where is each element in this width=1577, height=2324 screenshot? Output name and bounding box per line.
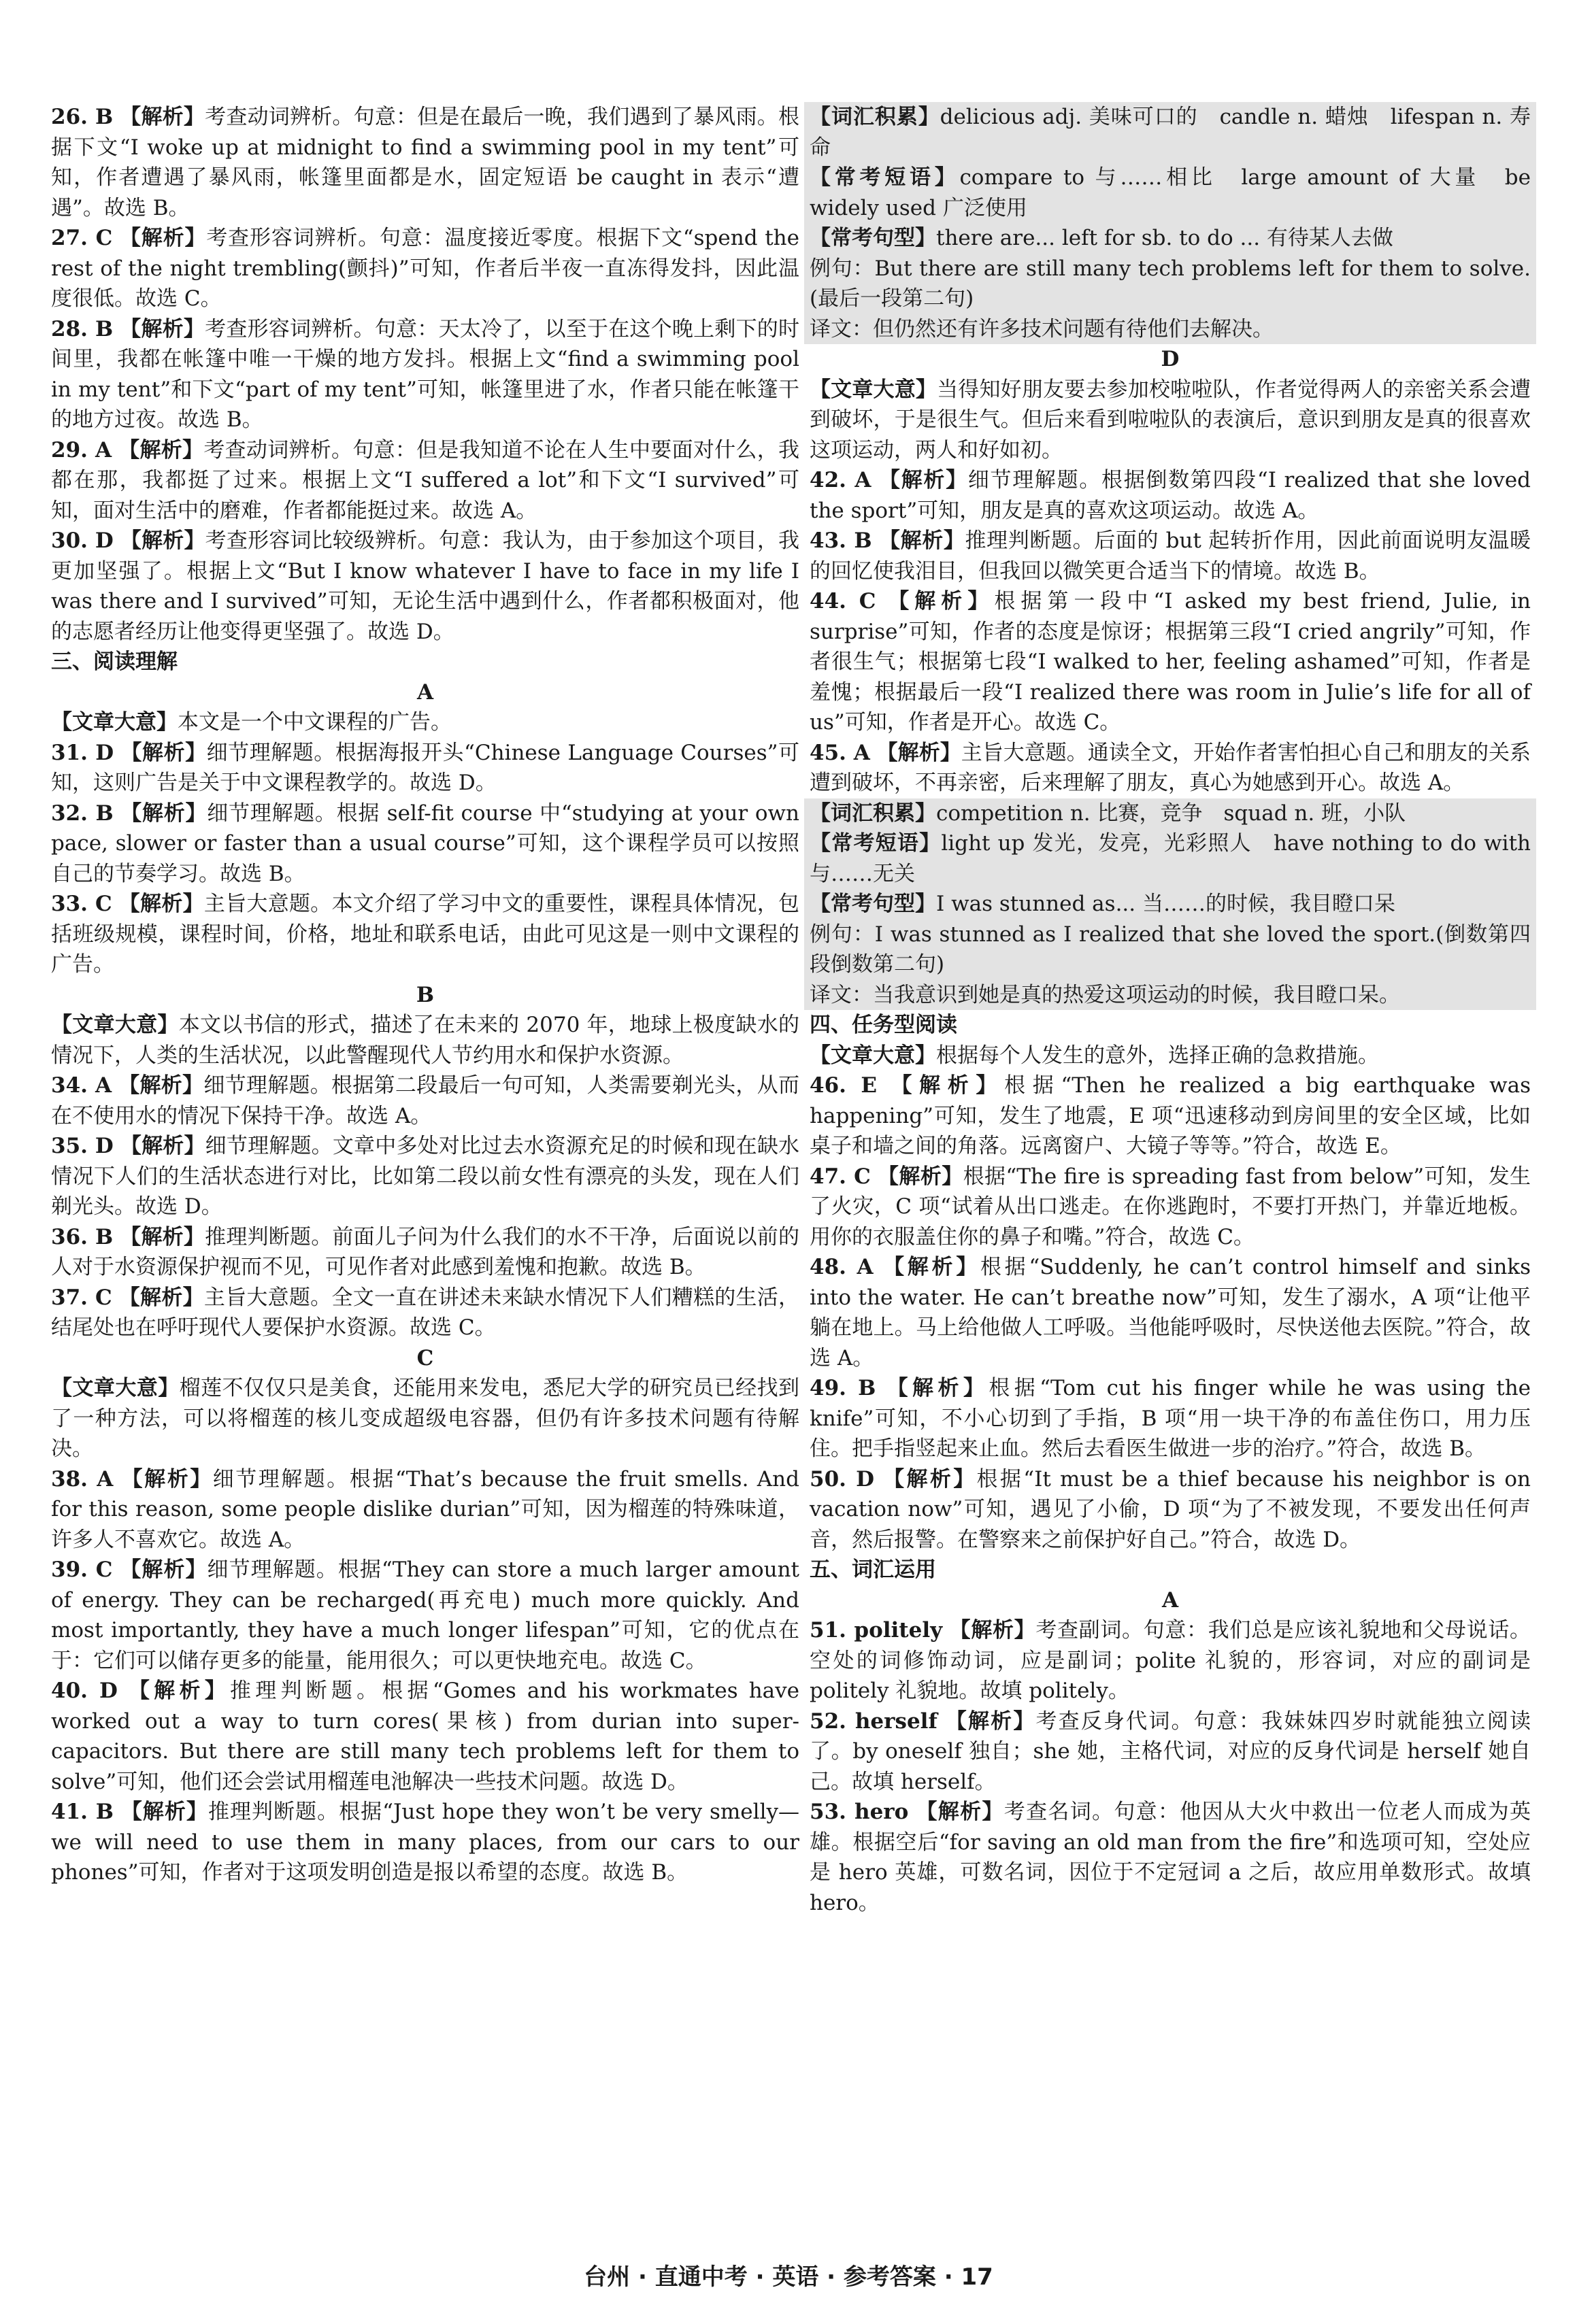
question-number: 31. D	[51, 740, 114, 765]
question-number: 53. hero	[810, 1800, 909, 1824]
question-number: 37. C	[51, 1285, 112, 1310]
explanation-text: 主旨大意题。全文一直在讲述未来缺水情况下人们糟糕的生活，结尾处也在呼吁现代人要保护水资源。故选 C。	[51, 1285, 800, 1340]
explanation-text: there are... left for sb. to do ... 有待某人去做	[936, 226, 1393, 250]
explanation-text: 细节理解题。文章中多处对比过去水资源充足的时候和现在缺水情况下人们的生活状态进行对比，比如第二段以前女性有漂亮的头发，现在人们剃光头。故选 D。	[51, 1134, 800, 1219]
explanation-text: 考查反身代词。句意：我妹妹四岁时就能独立阅读了。by oneself 独自；she 她，主格代词，对应的反身代词是 herself 她自己。故填 herself。	[810, 1708, 1531, 1794]
question-number: 48. A	[810, 1255, 874, 1279]
section-tag: 【解析】	[120, 316, 205, 341]
section-tag: 【解析】	[118, 892, 204, 916]
answer-item	[51, 102, 799, 223]
explanation-text: 细节理解题。根据 self-fit course 中“studying at your own pace, slower or faster than a usual course”可知，这个课程学员可以按照自己的节奏学习。故选 B。	[51, 801, 799, 886]
explanation-text: 细节理解题。根据倒数第四段“I realized that she loved the sport”可知，朋友是真的喜欢这项运动。故选 A。	[810, 468, 1531, 523]
explanation-text: delicious adj. 美味可口的 candle n. 蜡烛 lifespan n. 寿命	[810, 105, 1531, 160]
question-number: 45. A	[810, 740, 870, 765]
section-tag: 【常考句型】	[810, 892, 936, 916]
answer-item	[51, 798, 799, 890]
explanation-text: 考查名词。句意：他因从大火中救出一位老人而成为英雄。根据空后“for saving an old man from the fire”和选项可知，空处应是 hero 英雄，可数名词，因位于不定冠词 a 之后，故应用单数形式。故填 hero。	[810, 1800, 1531, 1915]
answer-item	[810, 526, 1531, 586]
explanation-text: 考查副词。句意：我们总是应该礼貌地和父母说话。空处的词修饰动词，应是副词；polite 礼貌的，形容词，对应的副词是 politely 礼貌地。故填 politely。	[810, 1618, 1531, 1703]
question-number: 41. B	[51, 1800, 114, 1824]
note-paragraph	[810, 889, 1531, 920]
section-tag: 【常考短语】	[810, 831, 942, 856]
explanation-text: 细节理解题。根据海报开头“Chinese Language Courses”可知，这则广告是关于中文课程教学的。故选 D。	[51, 740, 800, 795]
answer-item	[810, 586, 1531, 738]
question-number: 30. D	[51, 528, 114, 553]
passage-letter: D	[1161, 347, 1180, 371]
question-number: 36. B	[51, 1224, 114, 1249]
answer-item	[51, 1464, 799, 1555]
explanation-text: 考查形容词辨析。句意：天太冷了，以至于在这个晚上剩下的时间里，我都在帐篷中唯一干燥的地方发抖。根据上文“find a swimming pool in my tent”和下文“part of my tent”可知，帐篷里进了水，作者只能在帐篷干的地方过夜。故选 B。	[51, 316, 799, 432]
answer-item	[810, 1464, 1531, 1555]
answer-item	[51, 1283, 799, 1343]
answer-item	[810, 1252, 1531, 1373]
explanation-text: 推理判断题。前面儿子问为什么我们的水不干净，后面说以前的人对于水资源保护视而不见，可见作者对此感到羞愧和抱歉。故选 B。	[51, 1224, 799, 1279]
section-tag: 【解析】	[879, 468, 968, 492]
section-tag: 【解析】	[886, 1376, 989, 1400]
explanation-text: 例句：I was stunned as I realized that she loved the sport.(倒数第四段倒数第二句)	[810, 922, 1531, 977]
answer-item	[51, 314, 799, 435]
question-number: 29. A	[51, 437, 112, 462]
question-number: 35. D	[51, 1134, 114, 1158]
section-tag: 【解析】	[879, 528, 965, 553]
explanation-text: 细节理解题。根据“They can store a much larger amount of energy. They can be recharged(再充电) much more quickly. And most importantly, they have a much longer lifespan”可知，它的优点在于：它们可以储存更多的能量，能用很久；可以更快地充电。故选 C。	[51, 1557, 799, 1673]
question-number: 40. D	[51, 1679, 118, 1703]
question-number: 46. E	[810, 1073, 877, 1098]
explanation-text: 根据“The fire is spreading fast from below”可知，发生了火灾，C 项“试着从出口逃走。在你逃跑时，不要打开热门，并靠近地板。用你的衣服盖住你的鼻子和嘴。”符合，故选 C。	[810, 1164, 1531, 1249]
answer-item	[51, 223, 799, 314]
section-tag: 【解析】	[120, 1224, 205, 1249]
section-tag: 【文章大意】	[810, 377, 937, 402]
explanation-text: 细节理解题。根据第二段最后一句可知，人类需要剃光头，从而在不使用水的情况下保持干净。故选 A。	[51, 1073, 799, 1128]
explanation-text: 细节理解题。根据“That’s because the fruit smells. And for this reason, some people dislike durian”可知，因为榴莲的特殊味道，许多人不喜欢它。故选 A。	[51, 1466, 799, 1552]
question-number: 28. B	[51, 316, 114, 341]
explanation-text: 考查形容词辨析。句意：温度接近零度。根据下文“spend the rest of the night trembling(颤抖)”可知，作者后半夜一直冻得发抖，因此温度很低。故选 C。	[51, 226, 799, 311]
note-paragraph	[810, 102, 1531, 163]
explanation-text: 推理判断题。根据“Just hope they won’t be very smelly—we will need to use them in many places, from our cars to our phones”可知，作者对于这项发明创造是报以希望的态度。故选 B。	[51, 1800, 799, 1885]
explanation-text: 榴莲不仅仅只是美食，还能用来发电，悉尼大学的研究员已经找到了一种方法，可以将榴莲的核儿变成超级电容器，但仍有许多技术问题有待解决。	[51, 1376, 800, 1461]
answer-item	[51, 1071, 799, 1131]
answer-item	[810, 1797, 1531, 1918]
question-number: 39. C	[51, 1557, 113, 1582]
explanation-text: 本文以书信的形式，描述了在未来的 2070 年，地球上极度缺水的情况下，人类的生活状况，以此警醒现代人节约用水和保护水资源。	[51, 1013, 799, 1068]
section-tag: 【文章大意】	[51, 1013, 179, 1037]
explanation-text: 主旨大意题。本文介绍了学习中文的重要性，课程具体情况，包括班级规模，课程时间，价格，地址和联系电话，由此可见这是一则中文课程的广告。	[51, 892, 800, 977]
answer-item	[810, 1706, 1531, 1798]
section-tag: 【解析】	[883, 1255, 980, 1279]
section-tag: 【解析】	[120, 801, 208, 826]
explanation-text: 译文：当我意识到她是真的热爱这项运动的时候，我目瞪口呆。	[810, 982, 1400, 1007]
note-paragraph	[810, 798, 1531, 829]
section-tag: 【解析】	[120, 740, 207, 765]
question-number: 47. C	[810, 1164, 871, 1189]
answer-item	[51, 1555, 799, 1676]
explanation-text: I was stunned as... 当……的时候，我目瞪口呆	[936, 892, 1395, 916]
answer-item	[51, 1131, 799, 1222]
passage-letter: A	[416, 679, 434, 705]
section-tag: 【解析】	[876, 740, 961, 765]
explanation-text: 译文：但仍然还有许多技术问题有待他们去解决。	[810, 316, 1274, 341]
note-paragraph	[810, 163, 1531, 223]
section-tag: 【词汇积累】	[810, 105, 940, 129]
note-paragraph	[51, 1373, 799, 1464]
answer-item	[810, 1162, 1531, 1253]
passage-letter: B	[416, 982, 435, 1007]
question-number: 42. A	[810, 468, 872, 492]
section-tag: 【解析】	[120, 528, 205, 553]
explanation-text: 考查动词辨析。句意：但是在最后一晚，我们遇到了暴风雨。根据下文“I woke up at midnight to find a swimming pool in my tent”可知，作者遭遇了暴风雨，帐篷里面都是水，固定短语 be caught in 表示“遭遇”。故选 B。	[51, 105, 799, 220]
explanation-text: 根据“Suddenly, he can’t control himself and sinks into the water. He can’t breathe now”可知，发生了溺水，A 项“让他平躺在地上。马上给他做人工呼吸。当他能呼吸时，尽快送他去医院。”符合，故选 A。	[810, 1255, 1531, 1370]
section-tag: 【常考句型】	[810, 226, 936, 250]
section-tag: 【文章大意】	[51, 710, 178, 735]
task-reading-block	[810, 1010, 1531, 1918]
section-heading: 五、词汇运用	[810, 1557, 936, 1582]
section-tag: 【解析】	[888, 589, 995, 613]
note-paragraph	[810, 920, 1531, 980]
question-number: 33. C	[51, 892, 112, 916]
question-number: 34. A	[51, 1073, 112, 1098]
note-paragraph	[810, 254, 1531, 314]
note-paragraph	[810, 828, 1531, 889]
section-tag: 【解析】	[128, 1679, 230, 1703]
explanation-text: compare to 与……相比 large amount of 大量 be widely used 广泛使用	[810, 165, 1531, 220]
explanation-text: 根据“Tom cut his finger while he was using the knife”可知，不小心切到了手指，B 项“用一块干净的布盖住伤口，用力压住。把手指竖起来止血。然后去看医生做进一步的治疗。”符合，故选 B。	[810, 1376, 1531, 1461]
note-paragraph	[810, 980, 1531, 1011]
answer-item	[810, 738, 1531, 798]
explanation-text: 考查形容词比较级辨析。句意：我认为，由于参加这个项目，我更加坚强了。根据上文“But I know whatever I have to face in my life I was there and I survived”可知，无论生活中遇到什么，作者都积极面对，他的志愿者经历让他变得更坚强了。故选 D。	[51, 528, 800, 644]
answer-item	[51, 1797, 799, 1888]
section-heading: 四、任务型阅读	[810, 1013, 957, 1037]
question-number: 26. B	[51, 105, 114, 129]
note-paragraph	[51, 1010, 799, 1071]
explanation-text: 主旨大意题。通读全文，开始作者害怕担心自己和朋友的关系遭到破坏，不再亲密，后来理解了朋友，真心为她感到开心。故选 A。	[810, 740, 1531, 795]
note-paragraph	[51, 707, 799, 738]
explanation-text: 根据第一段中“I asked my best friend, Julie, in surprise”可知，作者的态度是惊讶；根据第三段“I cried angrily”可知，作者很生气；根据第七段“I walked to her, feeling ashamed”可知，作者是羞愧；根据最后一段“I realized there was room in Julie’s life for all of us”可知，作者是开心。故选 C。	[810, 589, 1531, 735]
explanation-text: 推理判断题。根据“Gomes and his workmates have worked out a way to turn cores(果核) from durian into super-capacitors. But there are still many tech problems left for them to solve”可知，他们还会尝试用榴莲电池解决一些技术问题。故选 D。	[51, 1679, 800, 1794]
note-paragraph	[810, 375, 1531, 466]
explanation-text: 当得知好朋友要去参加校啦啦队，作者觉得两人的亲密关系会遭到破坏，于是很生气。但后来看到啦啦队的表演后，意识到朋友是真的很喜欢这项运动，两人和好如初。	[810, 377, 1531, 462]
question-number: 38. A	[51, 1466, 114, 1492]
explanation-text: 本文是一个中文课程的广告。	[178, 710, 452, 735]
page-footer: 台州 · 直通中考 · 英语 · 参考答案 · 17	[584, 2263, 993, 2291]
explanation-text: 例句：But there are still many tech problems left for them to solve.(最后一段第二句)	[810, 256, 1531, 311]
question-number: 52. herself	[810, 1708, 937, 1734]
question-number: 43. B	[810, 528, 872, 553]
left-column	[51, 102, 799, 1888]
explanation-text: 考查动词辨析。句意：但是我知道不论在人生中要面对什么，我都在那，我都挺了过来。根据上文“I suffered a lot”和下文“I survived”可知，面对生活中的磨难，作者都能挺过来。故选 A。	[51, 437, 799, 523]
passage-letter: A	[1161, 1587, 1179, 1613]
section-tag: 【解析】	[945, 1708, 1036, 1734]
section-tag: 【解析】	[949, 1618, 1036, 1643]
vocabulary-box-d	[804, 798, 1536, 1011]
answer-item	[51, 526, 799, 647]
note-paragraph	[810, 314, 1531, 345]
question-number: 32. B	[51, 801, 114, 826]
section-tag: 【解析】	[120, 1800, 208, 1824]
question-number: 50. D	[810, 1466, 874, 1492]
explanation-text: 推理判断题。后面的 but 起转折作用，因此前面说明友温暖的回忆使我泪目，但我回以微笑更合适当下的情境。故选 B。	[810, 528, 1531, 584]
explanation-text: 根据“Then he realized a big earthquake was happening”可知，发生了地震，E 项“迅速移动到房间里的安全区域，比如桌子和墙之间的角落。远离窗户、大镜子等等。”符合，故选 E。	[810, 1073, 1531, 1158]
question-number: 51. politely	[810, 1618, 943, 1643]
note-paragraph	[810, 223, 1531, 254]
section-tag: 【解析】	[120, 1134, 205, 1158]
section-tag: 【解析】	[878, 1164, 963, 1189]
answer-item	[51, 435, 799, 526]
explanation-text: 根据“It must be a thief because his neighbor is on vacation now”可知，遇见了小偷，D 项“为了不被发现，不要发出任何声音，然后报警。在警察来之前保护好自己。”符合，故选 D。	[810, 1466, 1531, 1552]
section-tag: 【解析】	[118, 1285, 204, 1310]
section-tag: 【解析】	[118, 1073, 204, 1098]
passage-letter: C	[416, 1345, 434, 1370]
question-number: 44. C	[810, 589, 876, 613]
answer-item	[810, 465, 1531, 526]
answer-item	[51, 1676, 799, 1797]
section-heading: 三、阅读理解	[51, 650, 178, 674]
question-number: 27. C	[51, 226, 113, 250]
section-tag: 【词汇积累】	[810, 801, 936, 826]
right-column	[810, 102, 1531, 1918]
note-paragraph	[810, 1041, 1531, 1071]
answer-item	[51, 738, 799, 798]
question-number: 49. B	[810, 1376, 876, 1400]
answer-item	[51, 1222, 799, 1283]
answer-item	[810, 1615, 1531, 1706]
section-tag: 【解析】	[121, 1466, 213, 1492]
section-tag: 【常考短语】	[810, 165, 960, 190]
section-tag: 【文章大意】	[51, 1376, 180, 1400]
section-tag: 【解析】	[891, 1073, 1005, 1098]
section-tag: 【解析】	[118, 437, 204, 462]
answer-item	[810, 1373, 1531, 1464]
explanation-text: 根据每个人发生的意外，选择正确的急救措施。	[936, 1043, 1379, 1068]
section-tag: 【解析】	[119, 226, 207, 250]
section-tag: 【文章大意】	[810, 1043, 936, 1068]
passage-d-block	[810, 344, 1531, 798]
section-tag: 【解析】	[916, 1800, 1004, 1824]
section-tag: 【解析】	[120, 105, 205, 129]
answer-item	[51, 889, 799, 980]
vocabulary-box-c	[804, 102, 1536, 344]
explanation-text: competition n. 比赛，竞争 squad n. 班，小队	[936, 801, 1406, 826]
explanation-text: light up 发光，发亮，光彩照人 have nothing to do with 与……无关	[810, 831, 1531, 886]
section-tag: 【解析】	[883, 1466, 977, 1492]
section-tag: 【解析】	[120, 1557, 208, 1582]
answer-item	[810, 1071, 1531, 1162]
